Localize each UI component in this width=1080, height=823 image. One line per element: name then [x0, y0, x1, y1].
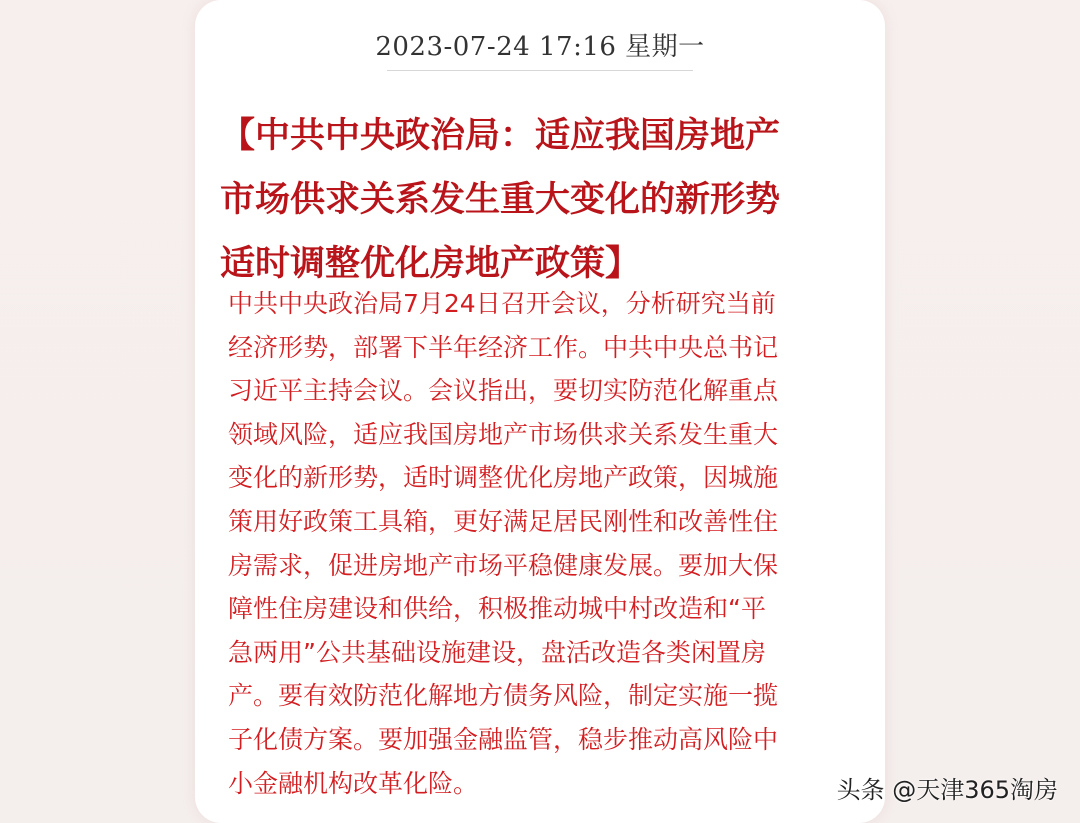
headline-line: 市场供求关系发生重大变化的新形势 — [220, 180, 781, 220]
news-card — [195, 0, 885, 823]
headline-line: 适时调整优化房地产政策】 — [220, 244, 641, 284]
body-line: 障性住房建设和供给，积极推动城中村改造和“平 — [228, 594, 766, 624]
body-line: 中共中央政治局7月24日召开会议，分析研究当前 — [228, 289, 776, 318]
headline-line: 【中共中央政治局：适应我国房地产 — [220, 116, 781, 156]
body-line: 领域风险，适应我国房地产市场供求关系发生重大 — [228, 419, 779, 449]
body-line: 产。要有效防范化解地方债务风险，制定实施一揽 — [228, 681, 779, 711]
body-line: 房需求，促进房地产市场平稳健康发展。要加大保 — [228, 550, 779, 580]
body-line: 变化的新形势，适时调整优化房地产政策，因城施 — [228, 463, 779, 493]
body-line: 策用好政策工具箱，更好满足居民刚性和改善性住 — [228, 506, 779, 536]
watermark-text: 头条 @天津365淘房 — [836, 776, 1058, 804]
body-line: 习近平主持会议。会议指出，要切实防范化解重点 — [228, 376, 779, 406]
article-body — [228, 282, 868, 805]
publish-datetime: 2023-07-24 17:16 星期一 — [375, 32, 705, 62]
body-line: 小金融机构改革化险。 — [228, 768, 479, 798]
datetime-divider — [387, 70, 693, 71]
article-headline — [220, 104, 860, 296]
source-watermark — [837, 770, 1058, 805]
body-line: 急两用”公共基础设施建设，盘活改造各类闲置房 — [228, 637, 766, 667]
body-line: 经济形势，部署下半年经济工作。中共中央总书记 — [228, 332, 779, 362]
body-line: 子化债方案。要加强金融监管，稳步推动高风险中 — [228, 724, 779, 754]
